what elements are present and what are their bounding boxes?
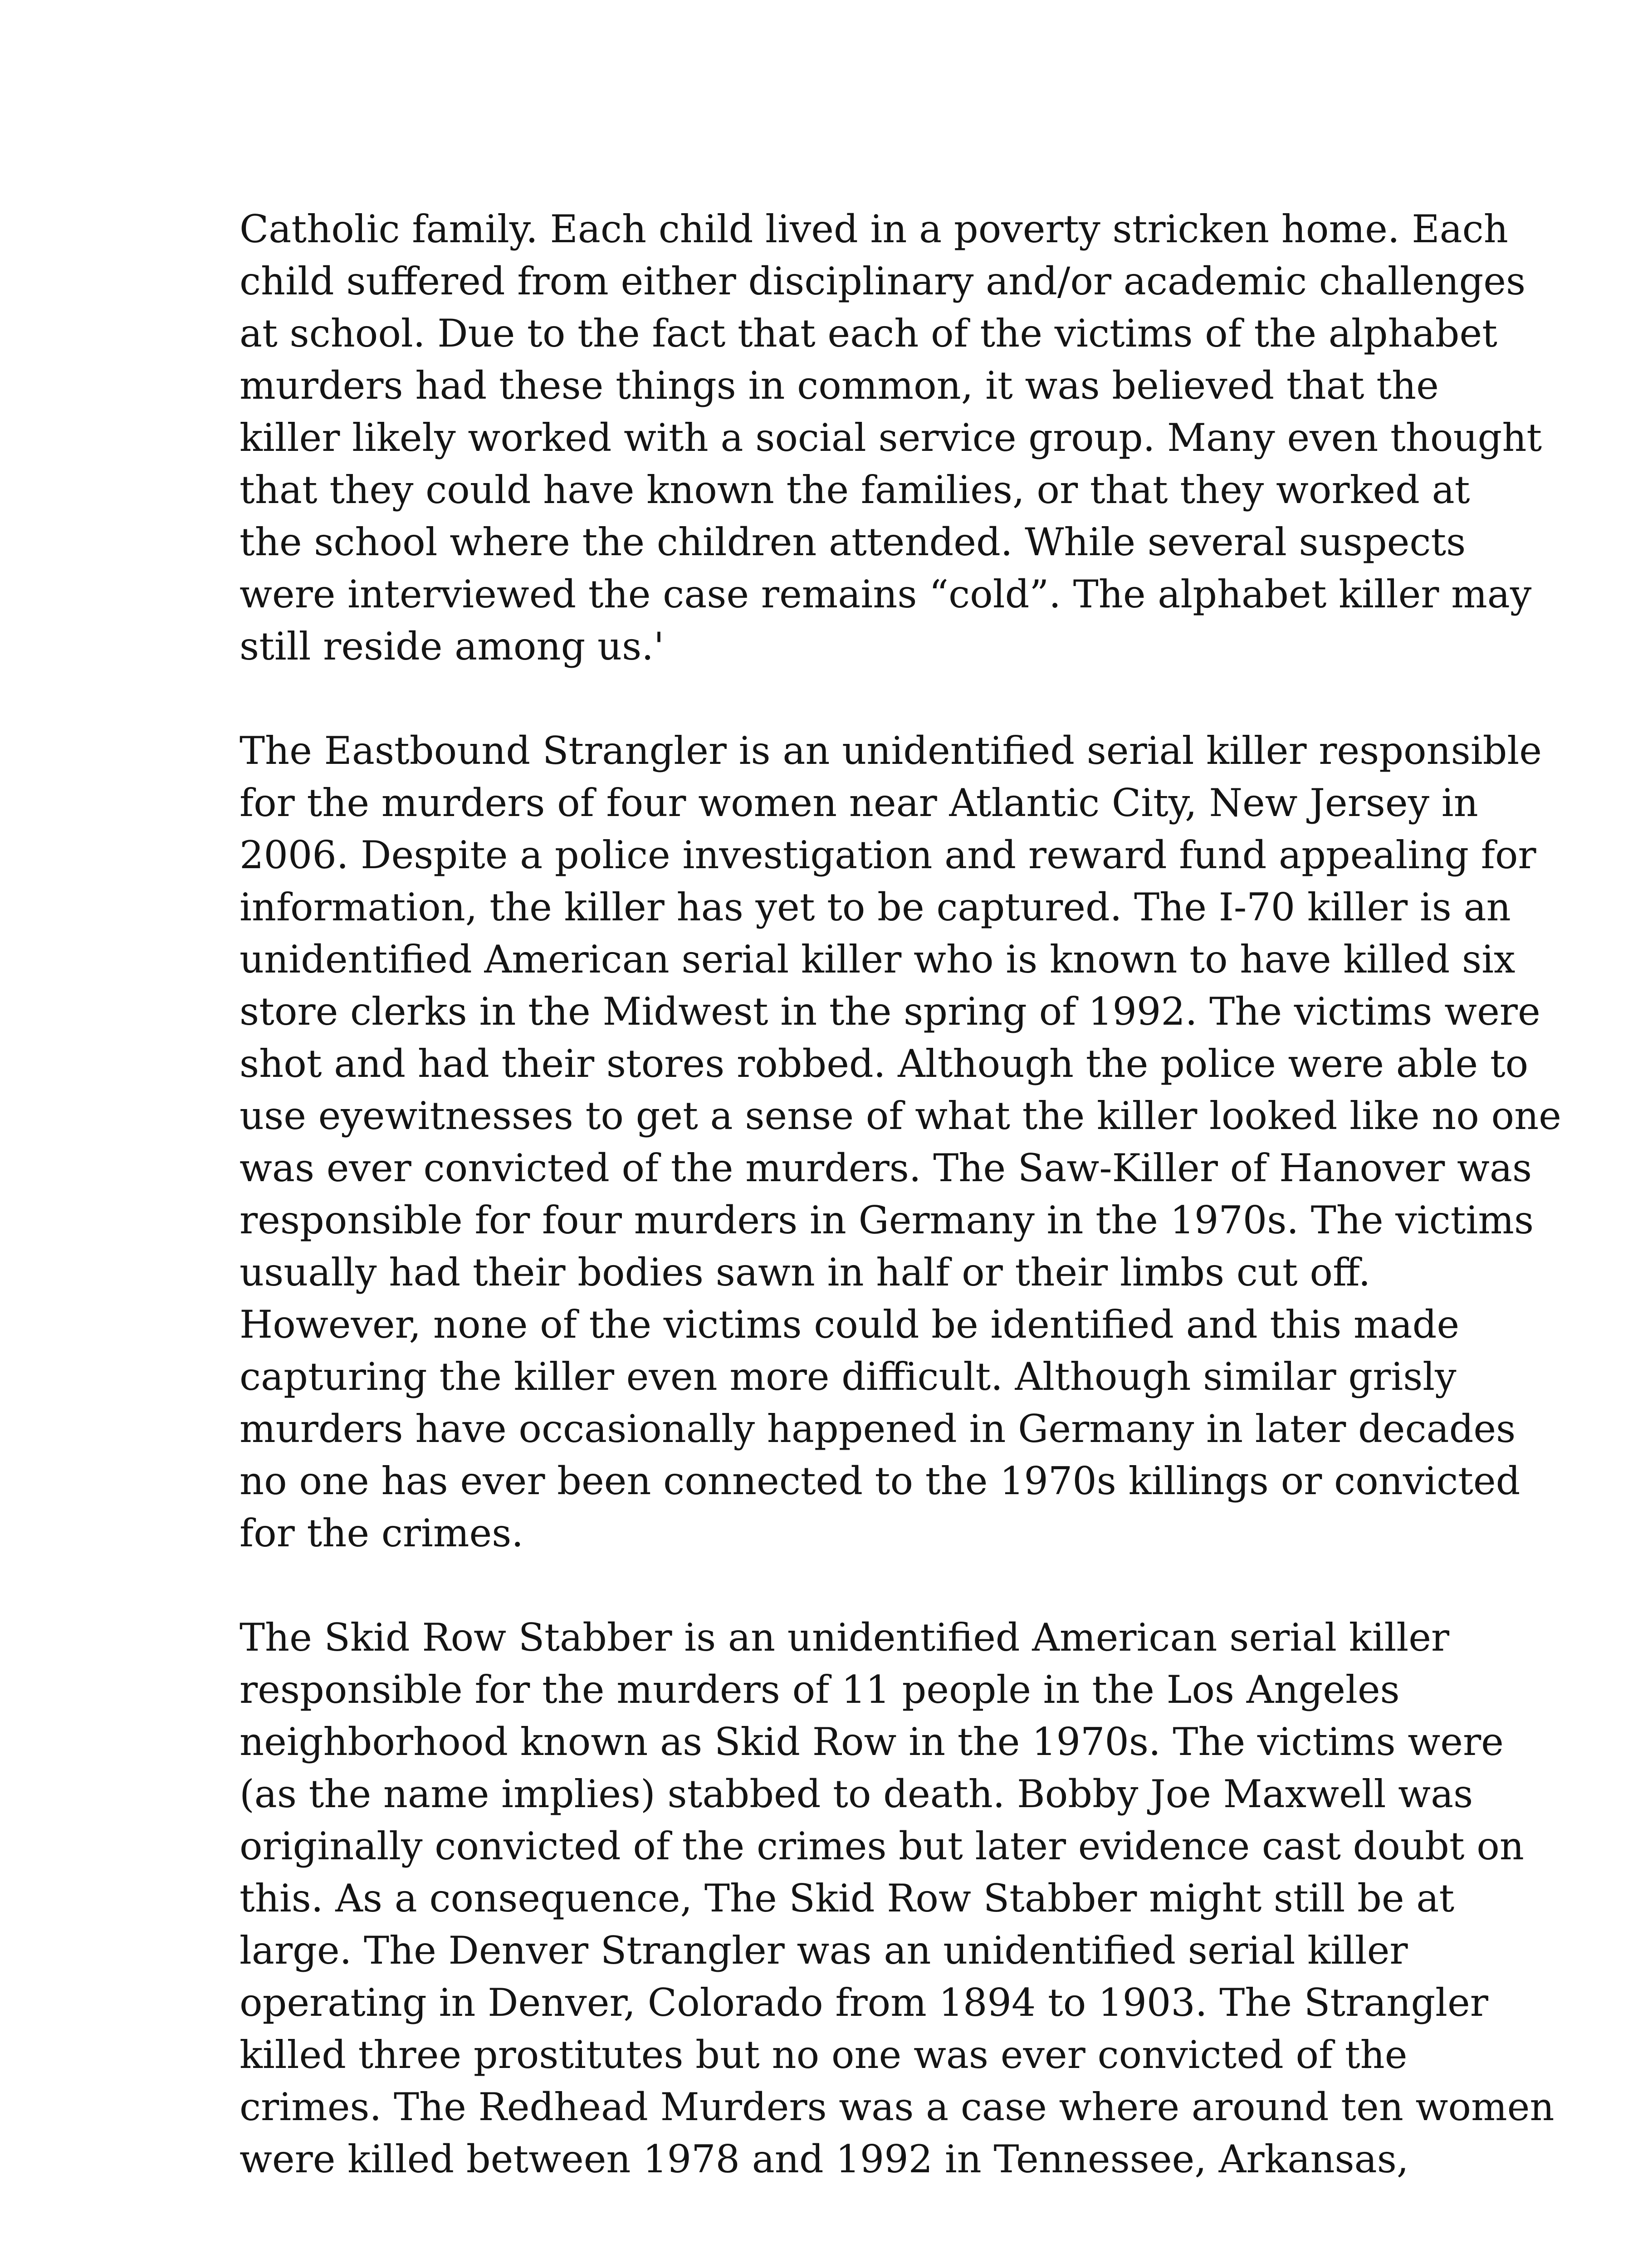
text-line: no one has ever been connected to the 1970s killings or convicted — [240, 1459, 1521, 1503]
text-line: murders had these things in common, it was believed that the — [240, 363, 1439, 408]
text-line: use eyewitnesses to get a sense of what the killer looked like no one — [240, 1094, 1561, 1138]
text-line: child suffered from either disciplinary and/or academic challenges — [240, 259, 1526, 303]
text-line: responsible for the murders of 11 people in the Los Angeles — [240, 1667, 1400, 1712]
text-line: at school. Due to the fact that each of the victims of the alphabet — [240, 311, 1497, 356]
text-line: originally convicted of the crimes but later evidence cast doubt on — [240, 1824, 1524, 1868]
text-line: murders have occasionally happened in Germany in later decades — [240, 1407, 1516, 1451]
text-line: killer likely worked with a social service group. Many even thought — [240, 415, 1542, 460]
text-line: unidentified American serial killer who is known to have killed six — [240, 937, 1516, 982]
text-line: killed three prostitutes but no one was ever convicted of the — [240, 2033, 1408, 2077]
paragraph-skid-row-stabber — [240, 1612, 1555, 2185]
text-line: The Eastbound Strangler is an unidentified serial killer responsible — [240, 728, 1542, 773]
text-line: information, the killer has yet to be captured. The I-70 killer is an — [240, 885, 1511, 929]
text-line: 2006. Despite a police investigation and reward fund appealing for — [240, 833, 1536, 877]
paragraph-eastbound-strangler — [240, 725, 1561, 1559]
text-line: neighborhood known as Skid Row in the 1970s. The victims were — [240, 1720, 1504, 1764]
text-line: this. As a consequence, The Skid Row Stabber might still be at — [240, 1876, 1455, 1921]
text-line: crimes. The Redhead Murders was a case where around ten women — [240, 2085, 1555, 2129]
text-line: that they could have known the families, or that they worked at — [240, 468, 1470, 512]
text-line: large. The Denver Strangler was an unidentified serial killer — [240, 1928, 1408, 1973]
text-line: The Skid Row Stabber is an unidentified American serial killer — [240, 1615, 1450, 1660]
text-line: (as the name implies) stabbed to death. Bobby Joe Maxwell was — [240, 1772, 1473, 1816]
text-line: shot and had their stores robbed. Although the police were able to — [240, 1041, 1529, 1086]
text-line: usually had their bodies sawn in half or their limbs cut off. — [240, 1250, 1371, 1295]
text-line: responsible for four murders in Germany in the 1970s. The victims — [240, 1198, 1534, 1242]
paragraph-alphabet-murders — [240, 203, 1542, 673]
text-line: Catholic family. Each child lived in a poverty stricken home. Each — [240, 207, 1508, 251]
text-line: were interviewed the case remains “cold”. The alphabet killer may — [240, 572, 1532, 616]
text-line: capturing the killer even more difficult. Although similar grisly — [240, 1354, 1457, 1399]
text-line: for the murders of four women near Atlantic City, New Jersey in — [240, 781, 1478, 825]
text-line: operating in Denver, Colorado from 1894 to 1903. The Strangler — [240, 1980, 1488, 2025]
text-line: was ever convicted of the murders. The Saw-Killer of Hanover was — [240, 1146, 1532, 1190]
text-line: for the crimes. — [240, 1511, 524, 1555]
text-line: were killed between 1978 and 1992 in Tennessee, Arkansas, — [240, 2137, 1409, 2181]
text-line: the school where the children attended. While several suspects — [240, 520, 1466, 564]
text-line: still reside among us.' — [240, 624, 665, 669]
text-line: store clerks in the Midwest in the spring of 1992. The victims were — [240, 989, 1540, 1034]
text-line: However, none of the victims could be identified and this made — [240, 1302, 1460, 1347]
